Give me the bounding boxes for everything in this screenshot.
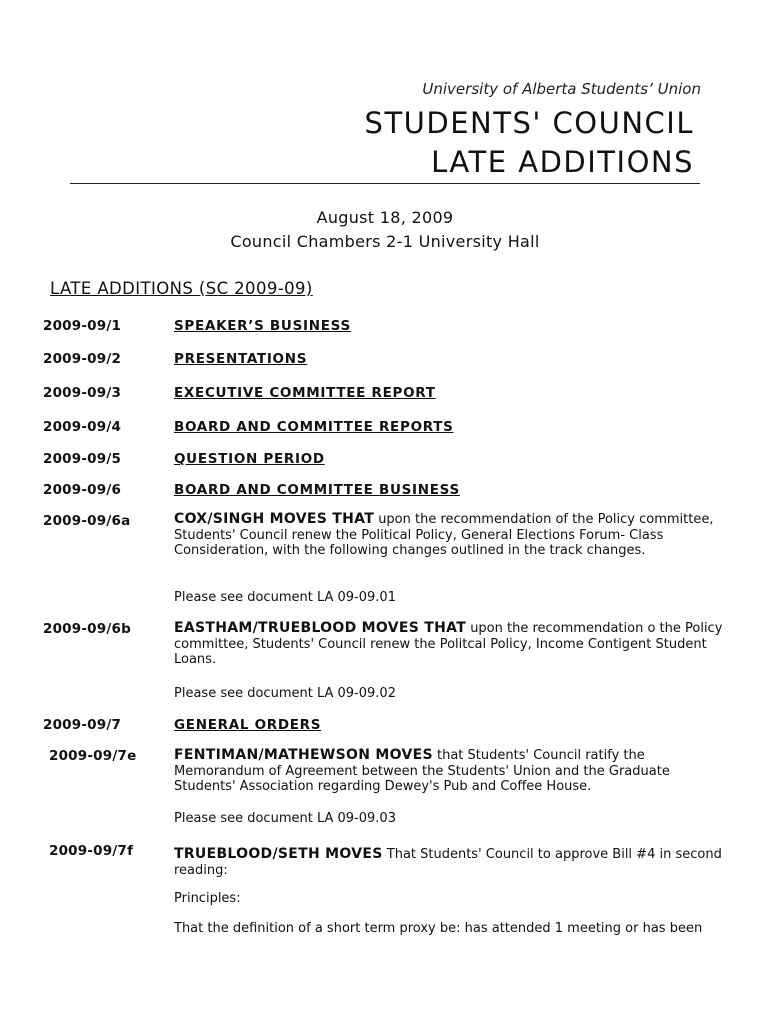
agenda-number: 2009-09/7 [43,717,122,733]
agenda-label: QUESTION PERIOD [174,451,325,467]
agenda-label: BOARD AND COMMITTEE BUSINESS [174,482,460,498]
motion-mover: COX/SINGH MOVES THAT [174,511,375,527]
motion-mover: TRUEBLOOD/SETH MOVES [174,846,383,862]
motion-text [174,847,729,878]
motion-mover: EASTHAM/TRUEBLOOD MOVES THAT [174,620,467,636]
organization-name: University of Alberta Students’ Union [422,80,701,98]
agenda-label: PRESENTATIONS [174,351,308,367]
meeting-date: August 18, 2009 [316,208,454,227]
agenda-number: 2009-09/4 [43,419,122,435]
document-title-line-2: LATE ADDITIONS [431,145,694,179]
document-title-line-1: STUDENTS' COUNCIL [364,106,694,140]
motion-text [174,748,729,795]
motion-mover: FENTIMAN/MATHEWSON MOVES [174,747,433,763]
agenda-number: 2009-09/1 [43,318,122,334]
motion-body: upon the recommendation of the Policy committee, Students' Council renew the Political Policy, General Elections Forum- Class Consideration, with the following changes outlined in the track changes. [174,512,714,558]
agenda-label: SPEAKER’S BUSINESS [174,318,351,334]
motion-body: That Students' Council to approve Bill #4 in second reading: [174,847,722,878]
title-divider [70,183,700,184]
agenda-number: 2009-09/3 [43,385,122,401]
agenda-number: 2009-09/6 [43,482,122,498]
principles-heading: Principles: [174,891,241,906]
principle-text: That the definition of a short term proxy be: has attended 1 meeting or has been [174,921,703,936]
document-reference: Please see document LA 09-09.02 [174,686,396,701]
agenda-number: 2009-09/2 [43,351,122,367]
motion-number: 2009-09/7f [49,843,134,859]
motion-number: 2009-09/6a [43,513,131,529]
motion-body: upon the recommendation o the Policy committee, Students' Council renew the Politcal Policy, Income Contigent Student Loans. [174,621,723,667]
document-reference: Please see document LA 09-09.01 [174,590,396,605]
document-reference: Please see document LA 09-09.03 [174,811,396,826]
agenda-label: EXECUTIVE COMMITTEE REPORT [174,385,436,401]
motion-number: 2009-09/7e [49,748,137,764]
motion-text [174,621,729,668]
section-heading: LATE ADDITIONS (SC 2009-09) [50,279,313,298]
motion-text [174,512,729,559]
motion-body: that Students' Council ratify the Memorandum of Agreement between the Students' Union and the Graduate Students' Association regarding Dewey's Pub and Coffee House. [174,748,670,794]
agenda-label: BOARD AND COMMITTEE REPORTS [174,419,454,435]
meeting-location: Council Chambers 2-1 University Hall [230,232,540,251]
motion-number: 2009-09/6b [43,621,131,637]
agenda-label: GENERAL ORDERS [174,717,322,733]
agenda-number: 2009-09/5 [43,451,122,467]
